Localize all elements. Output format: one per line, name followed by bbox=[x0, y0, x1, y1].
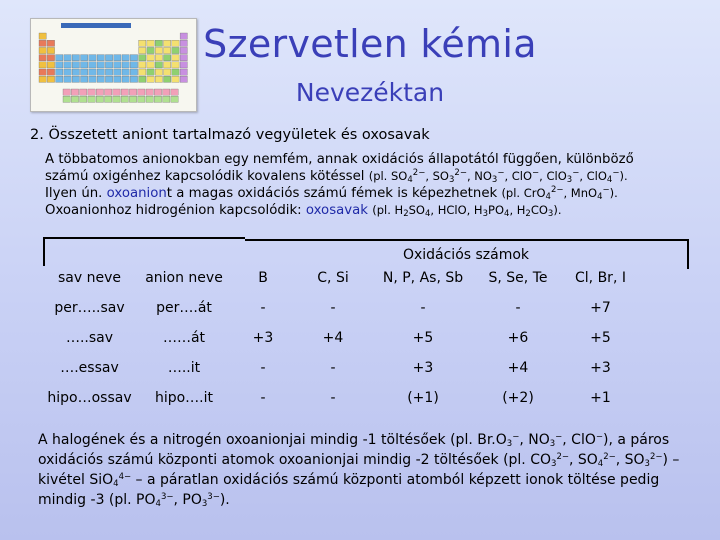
element-cell bbox=[155, 69, 162, 75]
element-cell bbox=[96, 96, 103, 102]
element-cell bbox=[56, 55, 63, 61]
element-cell bbox=[155, 62, 162, 68]
element-cell bbox=[47, 76, 54, 82]
table-cell: …..sav bbox=[65, 330, 114, 346]
col-header-cl-br-i: Cl, Br, I bbox=[575, 270, 626, 286]
table-cell: +3 bbox=[590, 360, 611, 376]
periodic-table-graphic bbox=[31, 19, 196, 111]
element-cell bbox=[64, 55, 71, 61]
oxidation-table bbox=[44, 263, 638, 413]
para-line-4: Oxoanionhoz hidrogénion kapcsolódik: oxosavak (pl. $H_2SO_4$, HClO, $H_3PO_4$, $H_2CO_3$). bbox=[45, 203, 562, 219]
element-cell bbox=[105, 96, 112, 102]
element-cell bbox=[155, 55, 162, 61]
element-cell bbox=[122, 55, 129, 61]
element-cell bbox=[155, 40, 162, 46]
element-cell bbox=[97, 55, 104, 61]
element-cell bbox=[130, 55, 137, 61]
table-cell: hipo….it bbox=[154, 390, 214, 406]
element-cell bbox=[139, 40, 146, 46]
element-cell bbox=[88, 96, 95, 102]
element-cell bbox=[105, 62, 112, 68]
para-line-1: A többatomos anionokban egy nemfém, annak oxidációs állapotától függően, különböző bbox=[45, 152, 634, 167]
element-cell bbox=[180, 76, 187, 82]
element-cell bbox=[138, 89, 145, 95]
element-cell bbox=[105, 76, 112, 82]
table-cell: +3 bbox=[252, 330, 274, 346]
element-cell bbox=[155, 47, 162, 53]
element-cell bbox=[130, 62, 137, 68]
element-cell bbox=[81, 69, 88, 75]
element-cell bbox=[122, 69, 129, 75]
element-cell bbox=[130, 76, 137, 82]
element-cell bbox=[105, 89, 112, 95]
element-cell bbox=[138, 96, 145, 102]
element-cell bbox=[72, 62, 79, 68]
element-cell bbox=[172, 62, 179, 68]
table-cell: ……át bbox=[162, 330, 206, 346]
element-cell bbox=[139, 55, 146, 61]
col-header-anion-name: anion neve bbox=[145, 270, 223, 286]
element-cell bbox=[97, 76, 104, 82]
element-cell bbox=[172, 55, 179, 61]
table-cell: +4 bbox=[322, 330, 344, 346]
element-cell bbox=[180, 47, 187, 53]
section-heading: 2. Összetett aniont tartalmazó vegyületek és oxosavak bbox=[30, 127, 430, 143]
element-cell bbox=[114, 55, 121, 61]
element-cell bbox=[47, 47, 54, 53]
table-left-border bbox=[43, 238, 45, 266]
table-cell: - bbox=[260, 300, 266, 316]
element-cell bbox=[89, 55, 96, 61]
para-line-3: Ilyen ún. oxoaniont a magas oxidációs számú fémek is képezhetnek (pl. CrO$_4^{2-}$, MnO$_4$−). bbox=[45, 185, 618, 202]
table-cell: - bbox=[330, 390, 336, 406]
element-cell bbox=[147, 40, 154, 46]
element-cell bbox=[164, 76, 171, 82]
page-subtitle: Nevezéktan bbox=[295, 78, 445, 107]
element-cell bbox=[180, 40, 187, 46]
table-cell: (+1) bbox=[407, 390, 439, 406]
element-cell bbox=[88, 89, 95, 95]
element-cell bbox=[39, 76, 46, 82]
element-cell bbox=[96, 89, 103, 95]
element-cell bbox=[47, 69, 54, 75]
col-header-s-se-te: S, Se, Te bbox=[488, 270, 548, 286]
col-header-n-p-as-sb: N, P, As, Sb bbox=[382, 270, 464, 286]
element-cell bbox=[71, 96, 78, 102]
element-cell bbox=[97, 69, 104, 75]
element-cell bbox=[56, 76, 63, 82]
element-cell bbox=[147, 47, 154, 53]
element-cell bbox=[39, 40, 46, 46]
element-cell bbox=[172, 40, 179, 46]
col-header-b: B bbox=[258, 270, 268, 286]
footer-paragraph: A halogének és a nitrogén oxoanionjai mindig -1 töltésőek (pl. $Br.O_3^-$, $NO_3^-$, ClO−), a páros oxidációs számú központi atomok oxoanionjai mindig -2 töltésőek (pl. $CO_3^{2-}$, $SO_4^{2-}$, $SO_3^{2-}$) – kivétel SiO$_4^{4-}$ – a páratlan oxidációs számú központi atomból képzett ionok töltése pedig mindig -3 (pl. $PO_4^{3-}$, $PO_3^{3-}$). bbox=[38, 432, 680, 509]
table-cell: - bbox=[260, 360, 266, 376]
element-cell bbox=[180, 69, 187, 75]
element-cell bbox=[39, 62, 46, 68]
col-header-acid-name: sav neve bbox=[58, 270, 121, 286]
element-cell bbox=[154, 89, 161, 95]
element-cell bbox=[146, 89, 153, 95]
element-cell bbox=[47, 62, 54, 68]
element-cell bbox=[47, 40, 54, 46]
para-line-2: számú oxigénhez kapcsolódik kovalens kötéssel (pl. $SO_4^{2-}$, $SO_3^{2-}$, $NO_3^-$, ClO−, ClO$_3$−, ClO$_4$−). bbox=[45, 168, 628, 185]
table-cell: - bbox=[515, 300, 521, 316]
table-cell: per….át bbox=[156, 300, 212, 316]
element-cell bbox=[180, 33, 187, 39]
element-cell bbox=[64, 62, 71, 68]
element-cell bbox=[139, 62, 146, 68]
element-cell bbox=[172, 69, 179, 75]
element-cell bbox=[81, 55, 88, 61]
oxidation-numbers-header: Oxidációs számok bbox=[245, 239, 689, 269]
element-cell bbox=[163, 89, 170, 95]
element-cell bbox=[47, 55, 54, 61]
element-cell bbox=[147, 76, 154, 82]
table-cell: - bbox=[420, 300, 426, 316]
element-cell bbox=[113, 89, 120, 95]
element-cell bbox=[113, 96, 120, 102]
element-cell bbox=[147, 55, 154, 61]
element-cell bbox=[39, 33, 46, 39]
element-cell bbox=[114, 76, 121, 82]
table-header-row bbox=[44, 263, 638, 293]
table-cell: ….essav bbox=[60, 360, 119, 376]
table-cell: - bbox=[330, 360, 336, 376]
element-cell bbox=[164, 40, 171, 46]
element-cell bbox=[172, 76, 179, 82]
element-cell bbox=[89, 69, 96, 75]
table-row bbox=[44, 323, 638, 353]
element-cell bbox=[39, 69, 46, 75]
element-cell bbox=[171, 89, 178, 95]
element-cell bbox=[129, 96, 136, 102]
element-cell bbox=[71, 89, 78, 95]
element-cell bbox=[72, 69, 79, 75]
element-cell bbox=[122, 76, 129, 82]
element-cell bbox=[164, 55, 171, 61]
element-cell bbox=[97, 62, 104, 68]
element-cell bbox=[64, 69, 71, 75]
table-row bbox=[44, 383, 638, 413]
table-row bbox=[44, 353, 638, 383]
element-cell bbox=[63, 96, 70, 102]
element-cell bbox=[72, 76, 79, 82]
table-cell: hipo…ossav bbox=[47, 390, 132, 406]
table-cell: +6 bbox=[507, 330, 529, 346]
element-cell bbox=[139, 76, 146, 82]
element-cell bbox=[81, 76, 88, 82]
table-cell: +5 bbox=[412, 330, 434, 346]
table-cell: +7 bbox=[590, 300, 611, 316]
element-cell bbox=[81, 62, 88, 68]
element-cell bbox=[39, 47, 46, 53]
table-cell: (+2) bbox=[502, 390, 534, 406]
table-cell: +4 bbox=[507, 360, 529, 376]
element-cell bbox=[164, 62, 171, 68]
element-cell bbox=[80, 89, 87, 95]
element-cell bbox=[114, 62, 121, 68]
element-cell bbox=[121, 89, 128, 95]
element-cell bbox=[155, 76, 162, 82]
periodic-table-image bbox=[30, 18, 197, 112]
table-top-border bbox=[43, 237, 245, 239]
element-cell bbox=[80, 96, 87, 102]
element-cell bbox=[105, 55, 112, 61]
element-cell bbox=[129, 89, 136, 95]
element-cell bbox=[39, 55, 46, 61]
col-header-c-si: C, Si bbox=[317, 270, 349, 286]
table-cell: …..it bbox=[167, 360, 201, 376]
element-cell bbox=[139, 47, 146, 53]
element-cell bbox=[89, 62, 96, 68]
element-cell bbox=[172, 47, 179, 53]
element-cell bbox=[72, 55, 79, 61]
element-cell bbox=[146, 96, 153, 102]
element-cell bbox=[164, 47, 171, 53]
element-cell bbox=[64, 76, 71, 82]
table-cell: - bbox=[330, 300, 336, 316]
element-cell bbox=[171, 96, 178, 102]
element-cell bbox=[147, 62, 154, 68]
element-cell bbox=[180, 55, 187, 61]
element-cell bbox=[163, 96, 170, 102]
element-cell bbox=[139, 69, 146, 75]
table-cell: +5 bbox=[590, 330, 611, 346]
periodic-table-title-bar bbox=[61, 23, 131, 28]
element-cell bbox=[105, 69, 112, 75]
element-cell bbox=[56, 62, 63, 68]
table-cell: +3 bbox=[412, 360, 434, 376]
page-title: Szervetlen kémia bbox=[203, 22, 537, 66]
element-cell bbox=[154, 96, 161, 102]
table-row bbox=[44, 293, 638, 323]
term-oxoanion: oxoanion bbox=[106, 186, 167, 201]
element-cell bbox=[180, 62, 187, 68]
element-cell bbox=[121, 96, 128, 102]
table-cell: +1 bbox=[590, 390, 611, 406]
element-cell bbox=[122, 62, 129, 68]
element-cell bbox=[63, 89, 70, 95]
element-cell bbox=[147, 69, 154, 75]
element-cell bbox=[114, 69, 121, 75]
element-cell bbox=[164, 69, 171, 75]
element-cell bbox=[130, 69, 137, 75]
table-cell: per…..sav bbox=[54, 300, 125, 316]
table-cell: - bbox=[260, 390, 266, 406]
element-cell bbox=[89, 76, 96, 82]
term-oxosavak: oxosavak bbox=[305, 203, 368, 218]
element-cell bbox=[56, 69, 63, 75]
intro-paragraph bbox=[45, 151, 705, 219]
